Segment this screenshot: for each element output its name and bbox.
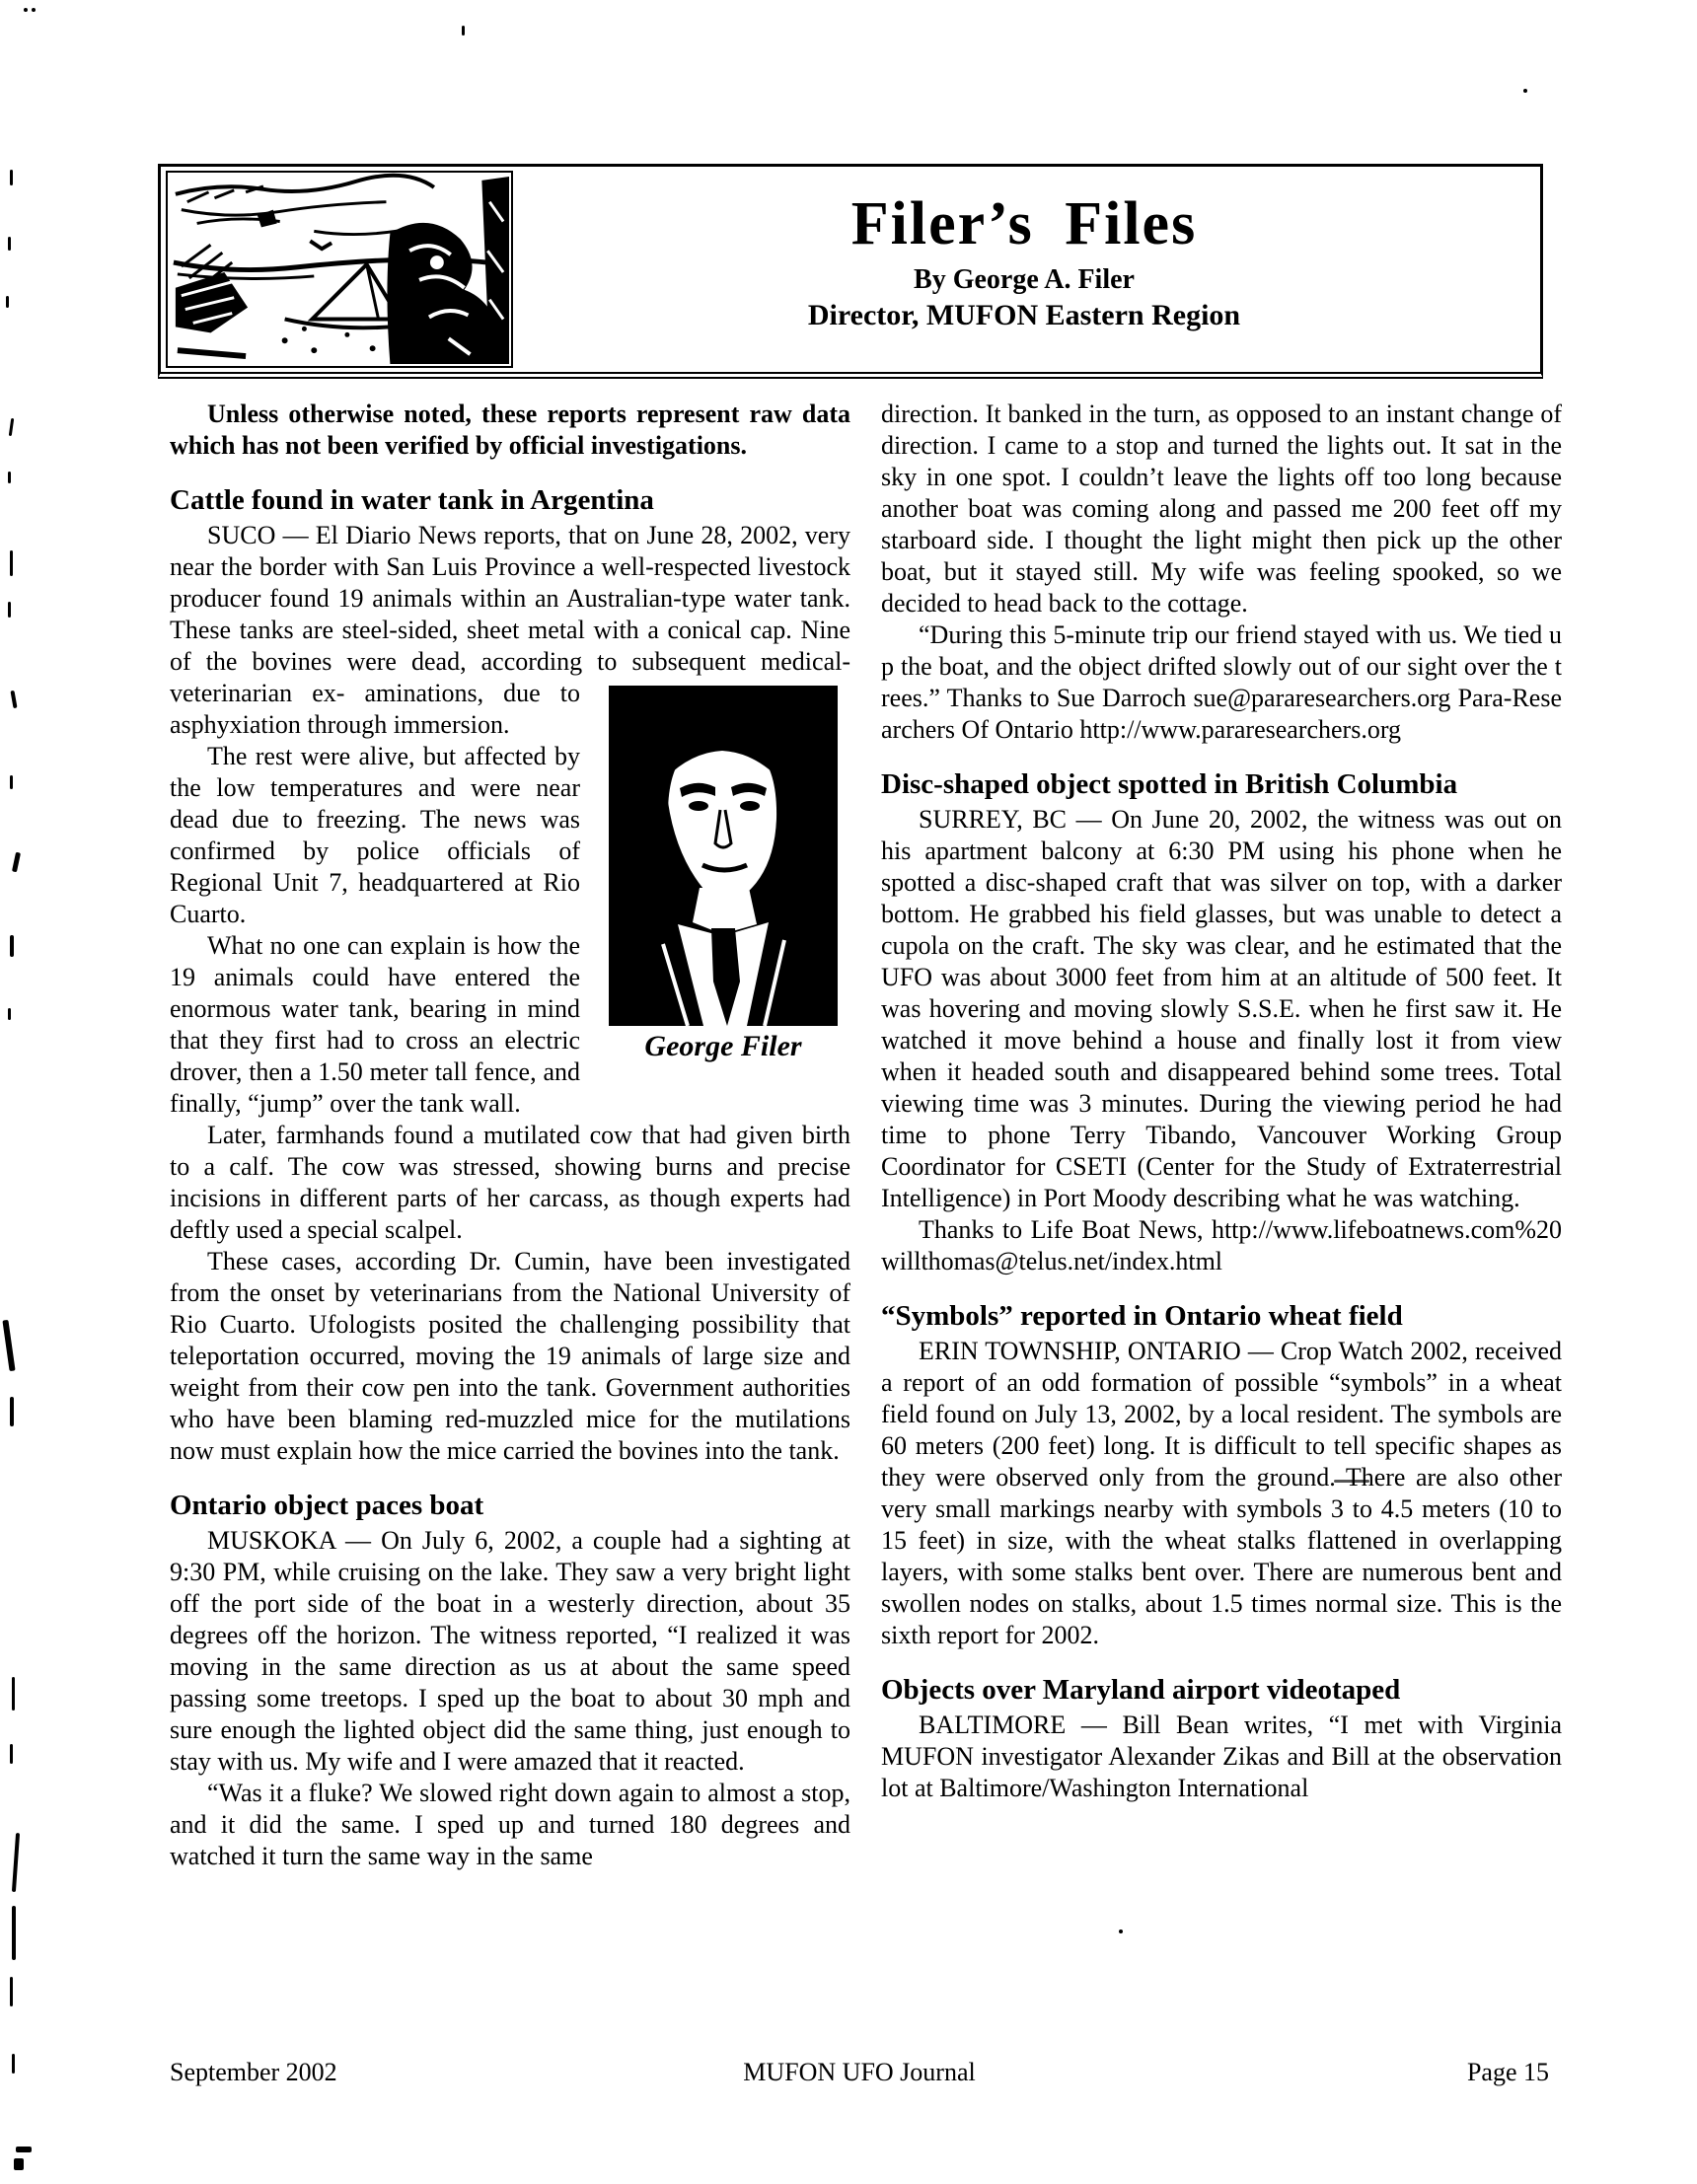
scan-artifact — [8, 1008, 11, 1020]
article-heading-bc: Disc-shaped object spotted in British Columbia — [881, 768, 1458, 800]
scan-artifact — [12, 2054, 15, 2074]
scan-artifact — [2, 1320, 15, 1371]
scan-artifact — [10, 1397, 14, 1426]
scan-artifact — [12, 1677, 15, 1711]
footer-issue-date: September 2002 — [170, 2058, 337, 2086]
paragraph: SURREY, BC — On June 20, 2002, the witness was out on his apartment balcony at 6:30 PM using his phone when he spotted a disc-shaped craft that was silver on top, with a darker bottom. He grabbed his field glasses, but was unable to detect a cupola on the craft. The sky was clear, and he estimated that the UFO was about 3000 feet from him at an altitude of 500 feet. It was hovering and moving slowly S.S.E. when he first saw it. He watched it move behind a house and finally lost it from view when it headed south and disappeared behind some trees. Total viewing time was 3 minutes. During the viewing period he had time to phone Terry Tibando, Vancouver Working Group Coordinator for CSETI (Center for the Study of Extraterrestrial Intelligence) in Port Moody describing what he was watching. — [881, 805, 1562, 1212]
page-title: Filer’s Files — [850, 190, 1198, 257]
scan-artifact — [8, 602, 11, 618]
scan-artifact — [24, 8, 28, 12]
scan-artifact — [8, 472, 11, 483]
scan-artifact — [10, 775, 13, 789]
paragraph: Later, farmhands found a mutilated cow that had given birth to a calf. The cow was stressed, showing burns and precise incisions in different parts of her carcass, as though experts had deftly used a special scalpel. — [170, 1121, 850, 1244]
article-heading-cattle: Cattle found in water tank in Argentina — [170, 484, 654, 516]
paragraph: MUSKOKA — On July 6, 2002, a couple had a sighting at 9:30 PM, while cruising on the lake. They saw a very bright light off the port side of the boat in a westerly direction, about 35 degrees off the horizon. The witness reported, “I realized it was moving in the same direction as us at about the same speed passing some treetops. I sped up the boat to about 30 mph and sure enough the lighted object did the same thing, just enough to stay with us. My wife and I were amazed that it reacted. — [170, 1526, 850, 1776]
woodcut-illustration-art — [168, 173, 511, 366]
scan-artifact — [10, 170, 13, 185]
scan-artifact — [14, 2158, 24, 2170]
scan-artifact — [1523, 89, 1527, 93]
paragraph: Thanks to Life Boat News, http://www.lifeboatnews.com%20willthomas@telus.net/index.html — [881, 1215, 1562, 1275]
paragraph: What no one can explain is how the 19 animals could have entered the enormous water tank, bearing in mind that they first had to cross an electric drover, then a 1.50 meter tall fence, and finally, “jump” over the tank wall. — [170, 931, 580, 1118]
scan-artifact — [462, 26, 465, 36]
scan-artifact — [9, 418, 14, 436]
article-heading-ontario: Ontario object paces boat — [170, 1490, 484, 1521]
director-line: Director, MUFON Eastern Region — [807, 299, 1241, 331]
intro-note: Unless otherwise noted, these reports represent raw data which has not been verified by official investigations. — [170, 400, 850, 460]
scan-artifact — [10, 935, 14, 957]
masthead-text — [516, 167, 1532, 372]
scan-artifact — [10, 550, 13, 576]
paragraph: ERIN TOWNSHIP, ONTARIO — Crop Watch 2002, received a report of an odd formation of possible “symbols” in a wheat field found on July 13, 2002, by a local resident. The symbols are 60 meters (200 feet) long. It is difficult to tell specific shapes as they were observed only from the ground. There are also other very small markings nearby with symbols 3 to 4.5 meters (10 to 15 feet) in size, with the wheat stalks flattened in overlapping layers, with some stalks bent over. There are numerous bent and swollen nodes on stalks, about 1.5 times normal size. This is the sixth report for 2002. — [881, 1337, 1562, 1649]
paragraph-text: SUCO — El Diario News reports, that on June 28, 2002, very near the border with San Luis Province a well-respected livestock producer found 19 animals within an Australian-type water tank. These tanks are steel-sided, sheet metal with a conical cap. Nine of the bovines were dead, according to subsequent medical-veterinarian ex- — [170, 521, 850, 707]
photo-caption: George Filer — [644, 1030, 802, 1062]
scan-artifact — [10, 691, 17, 708]
scan-artifact — [10, 1744, 13, 1764]
scan-artifact — [16, 2147, 32, 2152]
scan-artifact — [6, 296, 9, 308]
page-footer — [170, 2058, 1549, 2093]
masthead — [158, 164, 1543, 379]
paragraph-continued: direction. It banked in the turn, as opposed to an instant change of direction. I came to a stop and turned the lights out. It sat in the sky in one spot. I couldn’t leave the lights off too long because another boat was coming along and passed me 200 feet off my starboard side. I thought the light might then pick up the other boat, but it stayed still. My wife was feeling spooked, so we decided to head back to the cottage. — [881, 400, 1562, 618]
george-filer-photo — [609, 686, 838, 1026]
footer-page-number: Page 15 — [1466, 2058, 1549, 2086]
scan-artifact — [12, 852, 21, 873]
george-filer-figure — [596, 686, 850, 1063]
footer-journal-name: MUFON UFO Journal — [743, 2058, 976, 2086]
paragraph: BALTIMORE — Bill Bean writes, “I met with Virginia MUFON investigator Alexander Zikas and Bill at the observation lot at Baltimore/Washington International — [881, 1711, 1562, 1802]
scan-artifact — [12, 1906, 16, 1960]
woodcut-sky-illustration — [166, 171, 513, 368]
scan-artifact — [32, 8, 36, 12]
paragraph: “Was it a fluke? We slowed right down again to almost a stop, and it did the same. I sped up and turned 180 degrees and watched it turn the same way in the same — [170, 1779, 850, 1870]
scan-artifact — [8, 237, 11, 251]
article-heading-maryland: Objects over Maryland airport videotaped — [881, 1674, 1401, 1706]
byline: By George A. Filer — [914, 264, 1135, 295]
paragraph: “During this 5-minute trip our friend stayed with us. We tied up the boat, and the object drifted slowly out of our sight over the trees.” Thanks to Sue Darroch sue@pararesearchers.org Para-Researchers Of Ontario http://www.pararesearchers.org — [881, 620, 1562, 744]
article-heading-symbols: “Symbols” reported in Ontario wheat field — [881, 1300, 1403, 1332]
left-column — [170, 399, 850, 2036]
right-column — [881, 399, 1562, 2036]
paragraph: The rest were alive, but affected by the low temperatures and were near dead due to freezing. The news was confirmed by police officials of Regional Unit 7, headquartered at Rio Cuarto. — [170, 742, 580, 928]
paragraph: These cases, according Dr. Cumin, have been investigated from the onset by veterinarians from the National University of Rio Cuarto. Ufologists posited the challenging possibility that teleportation occurred, moving the 19 animals of large size and weight from their cow pen into the tank. Government authorities who have been blaming red-muzzled mice for the mutilations now must explain how the mice carried the bovines into the tank. — [170, 1247, 850, 1465]
paragraph-text: aminations, due to asphyxiation through immersion. — [170, 679, 580, 739]
scan-artifact — [10, 1977, 13, 2006]
scan-artifact — [12, 1833, 20, 1892]
